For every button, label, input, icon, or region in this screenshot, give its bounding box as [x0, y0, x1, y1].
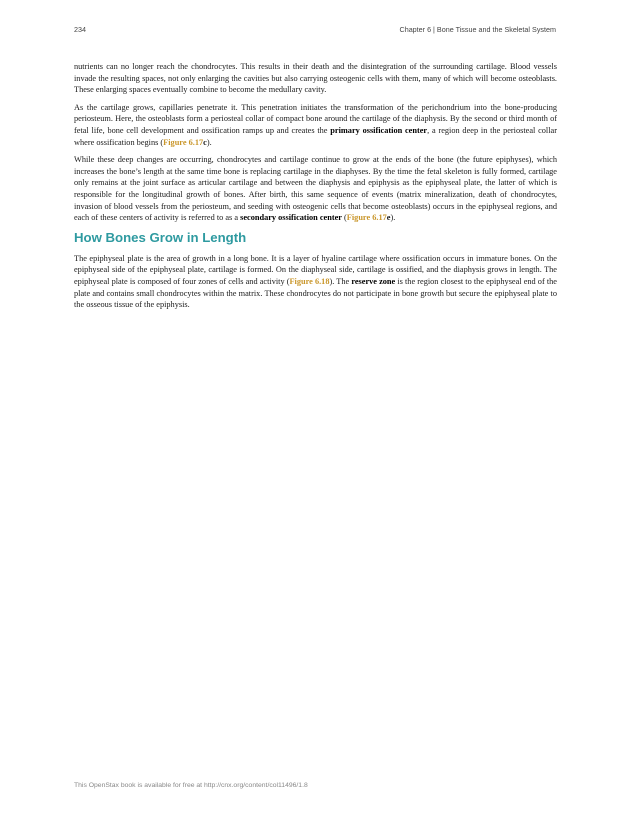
figure-link-label: Figure 6.17 — [346, 213, 387, 223]
paragraph-2 — [74, 102, 557, 148]
figure-link-6-17e[interactable] — [347, 213, 391, 222]
figure-link-suffix: c — [203, 137, 207, 147]
paragraph-text: As the cartilage grows, capillaries penetrate it. This penetration initiates the transformation of the perichondrium into the bone-producing periosteum. Here, the osteoblasts form a periosteal collar of compact bone around the cartilage of the diaphysis. By the second or third month of fetal life, bone cell development and ossification ramps up and creates the — [74, 102, 557, 135]
figure-link-6-17c[interactable] — [163, 138, 207, 147]
paragraph-text: nutrients can no longer reach the chondrocytes. This results in their death and the disintegration of the surrounding cartilage. Blood vessels invade the resulting spaces, not only enlarging the cavities but also carrying osteogenic cells with them, many of which will become osteoblasts. These enlarging spaces eventually combine to become the medullary cavity. — [74, 62, 557, 95]
page-header — [74, 25, 556, 37]
key-term-secondary-ossification-center: secondary ossification center — [240, 213, 342, 223]
paragraph-text: is the region closest to the epiphyseal end of the plate and contains small chondrocytes within the matrix. These chondrocytes do not participate in bone growth but secure the epiphyseal plate to the osseous tissue of the epiphysis. — [74, 276, 557, 310]
paragraph-text: While these deep changes are occurring, chondrocytes and cartilage continue to grow at the ends of the bone (the future epiphyses), which increases the bone’s length at the same time bone is replacing cartilage in the diaphyses. By the time the fetal skeleton is fully formed, cartilage only remains at the joint surface as articular cartilage and between the diaphysis and epiphysis as the epiphyseal plate, the latter of which is responsible for the longitudinal growth of bones. After birth, this same sequence of events (matrix mineralization, death of chondrocytes, invasion of blood vessels from the periosteum, and seeding with osteogenic cells that become osteoblasts) occurs in the epiphyseal regions, and each of these centers of activity is referred to as a — [74, 155, 557, 223]
paragraph-text: The epiphyseal plate is the area of growth in a long bone. It is a layer of hyaline cartilage where ossification occurs in immature bones. On the epiphyseal side of the epiphyseal plate, cartilage is formed. On the diaphyseal side, cartilage is ossified, and the diaphysis grows in length. The epiphyseal plate is composed of four zones of cells and activity ( — [74, 253, 557, 286]
paragraph-1 — [74, 61, 557, 96]
key-term-primary-ossification-center: primary ossification center — [330, 125, 428, 135]
paragraph-text: ( — [341, 213, 347, 223]
section-heading: How Bones Grow in Length — [74, 229, 247, 245]
page-footer — [74, 782, 308, 789]
page-number: 234 — [74, 25, 86, 34]
key-term-reserve-zone: reserve zone — [351, 276, 396, 286]
figure-link-6-18[interactable]: Figure 6.18 — [289, 276, 330, 286]
paragraph-4 — [74, 253, 557, 311]
footer-link[interactable]: http://cnx.org/content/col11496/1.8 — [203, 782, 308, 789]
paragraph-3 — [74, 154, 557, 224]
page-content — [74, 61, 557, 317]
figure-link-label: Figure 6.17 — [163, 137, 204, 147]
paragraph-text: ). — [390, 213, 396, 223]
paragraph-text: , a region deep in the periosteal collar where ossification begins ( — [74, 125, 557, 147]
figure-link-suffix: e — [386, 213, 391, 223]
footer-text: This OpenStax book is available for free at — [74, 782, 204, 789]
chapter-title: Chapter 6 | Bone Tissue and the Skeletal System — [399, 25, 556, 34]
paragraph-text: ). The — [329, 276, 352, 286]
paragraph-text: ). — [206, 137, 212, 147]
